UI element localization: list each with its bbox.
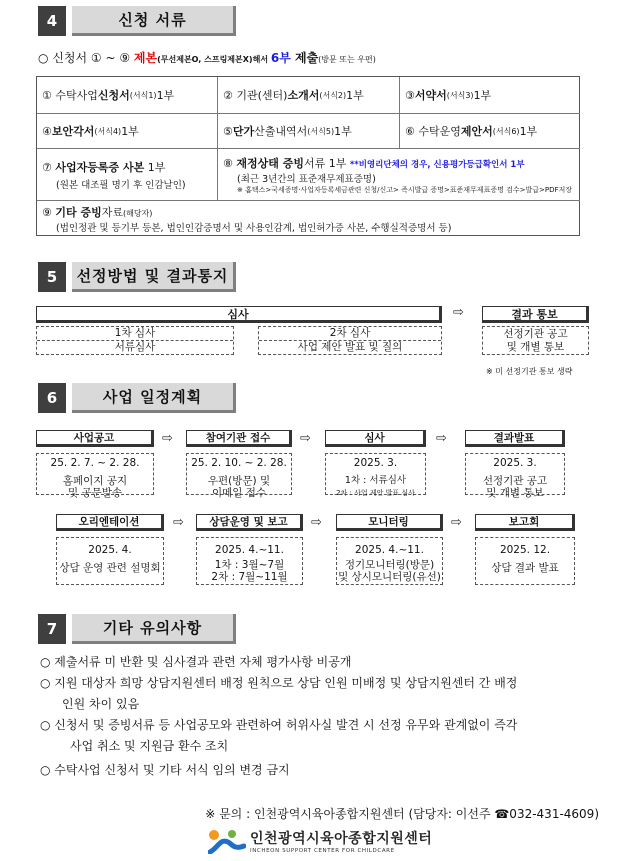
logo-subtitle: INCHEON SUPPORT CENTER FOR CHILDCARE <box>250 848 395 854</box>
contact-info: ※ 문의 : 인천광역시육아종합지원센터 (담당자: 이선주 ☎032-431-4609) <box>205 807 599 821</box>
note-item: ○ 신청서 및 증빙서류 등 사업공모와 관련하여 허위사실 발견 시 선정 유무와 관계없이 즉각 <box>40 718 518 732</box>
review-stage-bar: 심사 <box>36 306 442 323</box>
section-number: 7 <box>38 614 66 644</box>
schedule-step-detail: 2025. 4. 상담 운영 관련 설명회 <box>56 537 164 585</box>
schedule-step-detail: 2025. 4.~11. 1차 : 3월~7월 2차 : 7월~11월 <box>196 537 303 585</box>
note-item: ○ 지원 대상자 희망 상담지원센터 배정 원칙으로 상담 인원 미배정 및 상담지원센터 간 배정 <box>40 676 518 690</box>
schedule-step-detail: 25. 2. 7. ~ 2. 28. 홈페이지 공지 및 공문발송 <box>36 453 154 495</box>
arrow-right-icon: ⇨ <box>451 515 462 530</box>
notify-line: 선정기관 공고 <box>503 327 568 340</box>
schedule-step-detail: 2025. 4.~11. 정기모니터링(방문) 및 상시모니터링(유선) <box>336 537 443 585</box>
schedule-step-detail: 2025. 3. 1차 : 서류심사 2차 : 사업 제안 발표 심사 <box>325 453 426 495</box>
doc-item: ① 수탁사업 신청서 (서식1) 1부 <box>37 77 218 114</box>
binding-detail: (무선제본O, 스프링제본X)해서 <box>157 55 271 64</box>
schedule-step-head: 오리엔테이션 <box>56 514 164 531</box>
arrow-right-icon: ⇨ <box>453 305 464 320</box>
section-number: 6 <box>38 383 66 413</box>
doc-item: ② 기관(센터) 소개서 (서식2) 1부 <box>218 77 400 114</box>
section-title: 기타 유의사항 <box>72 614 236 644</box>
notify-line: 및 개별 통보 <box>506 340 565 353</box>
schedule-step-head: 결과발표 <box>465 430 565 447</box>
note-item: ○ 수탁사업 신청서 및 기타 서식 임의 변경 금지 <box>40 763 290 777</box>
result-notice-bar: 결과 통보 <box>482 306 589 323</box>
section-title: 신청 서류 <box>72 6 236 36</box>
submission-instruction <box>38 50 376 68</box>
doc-item: ⑨ 기타 증빙자료(해당자) (법인정관 및 등기부 등본, 법인인감증명서 및 사용인감계, 법인허가증 사본, 수행실적증명서 등) <box>42 205 452 234</box>
section-4-header <box>38 6 236 36</box>
doc-item: ⑤ 단가 산출내역서 (서식5) 1부 <box>218 114 400 149</box>
schedule-step-detail: 2025. 3. 선정기관 공고 및 개별 통보 <box>465 453 565 495</box>
stage-title: 1차 심사 <box>114 327 156 339</box>
doc-item: ⑧ 재정상태 증빙서류 1부 **비영리단체의 경우, 신용평가등급확인서 1부 (최근 3년간의 표준재무제표증명) ※ 홈택스>국세증명·사업자등록세금관련 신청/신고> 즉시발급 증명>표준재무제표증명 검수>발급>PDF저장 <box>218 149 580 201</box>
schedule-step-detail: 25. 2. 10. ~ 2. 28. 우편(방문) 및 이메일 접수 <box>186 453 292 495</box>
logo-mark-icon <box>208 828 246 854</box>
schedule-step-head: 사업공고 <box>36 430 154 447</box>
submit-word: 제출 <box>290 51 319 65</box>
arrow-right-icon: ⇨ <box>311 515 322 530</box>
section-7-header <box>38 614 236 644</box>
note-item-continued: 사업 취소 및 지원금 환수 조치 <box>70 739 229 753</box>
logo-name: 인천광역시육아종합지원센터 <box>250 831 433 847</box>
copies-count: 6부 <box>270 51 291 65</box>
center-logo <box>208 828 432 854</box>
non-selection-note: ※ 미 선정기관 통보 생략 <box>486 367 573 376</box>
stage-1-box <box>36 326 234 355</box>
stage-desc: 사업 제안 발표 및 질의 <box>259 340 441 354</box>
instruction-text: 신청서 ① ~ ⑨ <box>52 51 134 65</box>
arrow-right-icon: ⇨ <box>436 431 447 446</box>
stage-2-box <box>258 326 442 355</box>
schedule-step-head: 상담운영 및 보고 <box>196 514 303 531</box>
schedule-step-head: 참여기관 접수 <box>186 430 292 447</box>
schedule-step-detail: 2025. 12. 상담 결과 발표 <box>475 537 575 585</box>
note-item: ○ 제출서류 미 반환 및 심사결과 관련 자체 평가사항 비공개 <box>40 655 352 669</box>
schedule-step-head: 모니터링 <box>336 514 443 531</box>
submit-method: (방문 또는 우편) <box>318 55 376 64</box>
section-6-header <box>38 383 236 413</box>
schedule-step-head: 보고회 <box>475 514 575 531</box>
stage-desc: 서류심사 <box>37 340 233 354</box>
section-5-header <box>38 262 236 292</box>
schedule-step-head: 심사 <box>325 430 426 447</box>
doc-item: ③ 서약서 (서식3) 1부 <box>400 77 580 114</box>
required-documents-table <box>36 76 580 236</box>
note-item-continued: 인원 차이 있음 <box>62 697 140 711</box>
section-title: 사업 일정계획 <box>72 383 236 413</box>
section-title: 선정방법 및 결과통지 <box>72 262 236 292</box>
notify-box <box>482 326 589 355</box>
section-number: 5 <box>38 262 66 292</box>
doc-item: ⑥ 수탁운영 제안서 (서식6) 1부 <box>400 114 580 149</box>
arrow-right-icon: ⇨ <box>162 431 173 446</box>
bullet: ○ <box>38 51 49 65</box>
stage-title: 2차 심사 <box>329 327 371 339</box>
doc-item: ⑦ 사업자등록증 사본 1부 (원본 대조필 명기 후 인감날인) <box>37 149 218 201</box>
section-number: 4 <box>38 6 66 36</box>
arrow-right-icon: ⇨ <box>300 431 311 446</box>
arrow-right-icon: ⇨ <box>173 515 184 530</box>
doc-item: ④ 보안각서 (서식4) 1부 <box>37 114 218 149</box>
binding-emphasis: 제본 <box>133 51 158 65</box>
